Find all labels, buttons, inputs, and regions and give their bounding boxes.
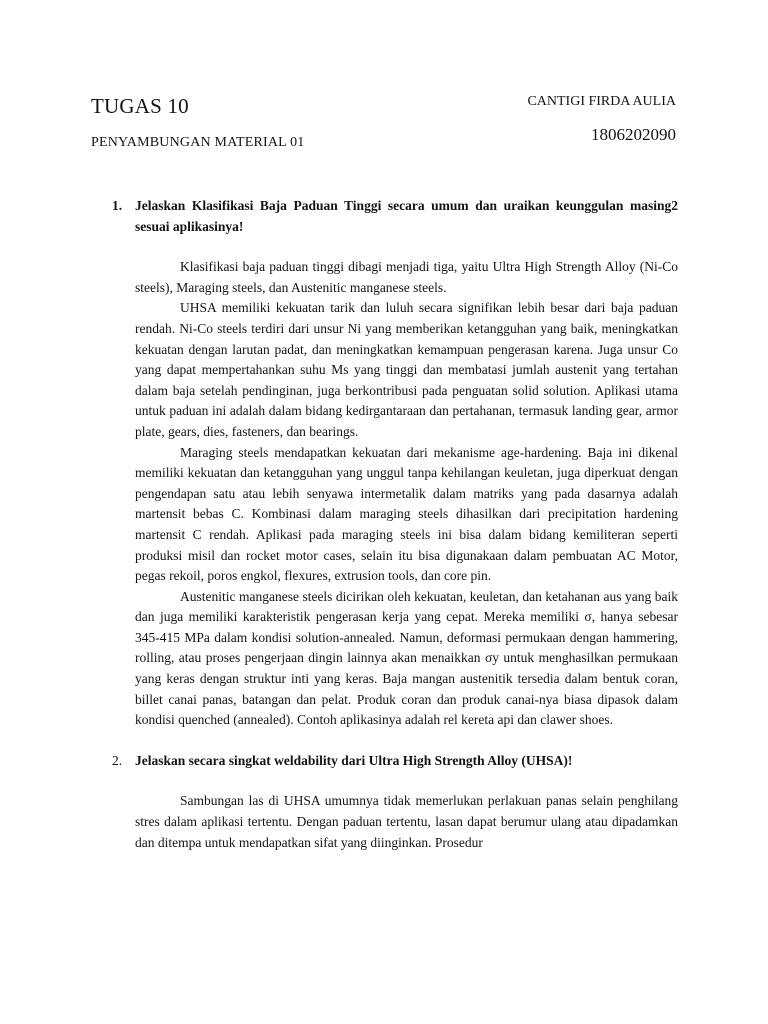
question-1 <box>112 196 678 237</box>
answer-paragraph: Sambungan las di UHSA umumnya tidak memerlukan perlakuan panas selain penghilang stres dalam aplikasi tertentu. Dengan paduan tertentu, lasan dapat berumur ulang atau dipadamkan dan ditempa untuk mendapatkan sifat yang diinginkan. Prosedur <box>135 793 678 850</box>
author-name: CANTIGI FIRDA AULIA <box>527 94 676 109</box>
answer-paragraph: Klasifikasi baja paduan tinggi dibagi menjadi tiga, yaitu Ultra High Strength Alloy (Ni-Co steels), Maraging steels, dan Austenitic manganese steels. <box>135 259 678 295</box>
answer-paragraph: UHSA memiliki kekuatan tarik dan luluh secara signifikan lebih besar dari baja paduan rendah. Ni-Co steels terdiri dari unsur Ni yang memberikan ketangguhan yang baik, meningkatkan kekuatan dengan larutan padat, dan meningkatkan kemampuan pengerasan karena. Juga unsur Co yang dapat mempertahankan suhu Ms yang tinggi dan membatasi jumlah austenit yang tertahan dalam baja setelah pendinginan, juga berkontribusi pada penguatan solid solution. Aplikasi utama untuk paduan ini adalah dalam bidang kedirgantaraan dan pertahanan, termasuk landing gear, armor plate, gears, dies, fasteners, dan bearings. <box>135 300 678 439</box>
question-number: 2. <box>112 752 123 768</box>
question-2 <box>112 751 678 772</box>
question-text: Jelaskan secara singkat weldability dari Ultra High Strength Alloy (UHSA)! <box>135 752 573 768</box>
answer-1 <box>135 257 678 731</box>
document-body <box>112 196 678 853</box>
answer-2 <box>135 791 678 853</box>
document-subtitle: PENYAMBUNGAN MATERIAL 01 <box>91 135 305 150</box>
student-id: 1806202090 <box>591 125 676 144</box>
question-number: 1. <box>112 198 123 213</box>
question-text: Jelaskan Klasifikasi Baja Paduan Tinggi secara umum dan uraikan keunggulan masing2 sesuai aplikasinya! <box>135 198 678 234</box>
document-title: TUGAS 10 <box>91 94 189 118</box>
answer-paragraph: Maraging steels mendapatkan kekuatan dari mekanisme age-hardening. Baja ini dikenal memiliki kekuatan dan ketangguhan yang unggul tanpa kehilangan keuletan, juga diperkuat dengan pengendapan satu atau lebih senyawa intermetalik dalam matriks yang pada dasarnya adalah martensit bebas C. Kombinasi dalam maraging steels dihasilkan dari precipitation hardening martensit C rendah. Aplikasi pada maraging steels ini bisa dalam bidang kemiliteran seperti produksi misil dan rocket motor cases, selain itu bisa digunakaan dalam pembuatan AC Motor, pegas rekoil, poros engkol, flexures, extrusion tools, dan core pin. <box>135 444 678 584</box>
answer-paragraph: Austenitic manganese steels dicirikan oleh kekuatan, keuletan, dan ketahanan aus yang baik dan juga memiliki karakteristik pengerasan kerja yang cepat. Mereka memiliki σ, hanya sebesar 345-415 MPa dalam kondisi solution-annealed. Namun, deformasi permukaan dengan hammering, rolling, atau proses pengerjaan dingin lainnya akan menaikkan σy untuk menghasilkan permukaan yang keras dengan struktur inti yang keras. Baja mangan austenitik tersedia dalam bentuk coran, billet canai panas, batangan dan pelat. Produk coran dan produk canai-nya biasa dipasok dalam kondisi quenched (annealed). Contoh aplikasinya adalah rel kereta api dan clawer shoes. <box>135 588 678 728</box>
